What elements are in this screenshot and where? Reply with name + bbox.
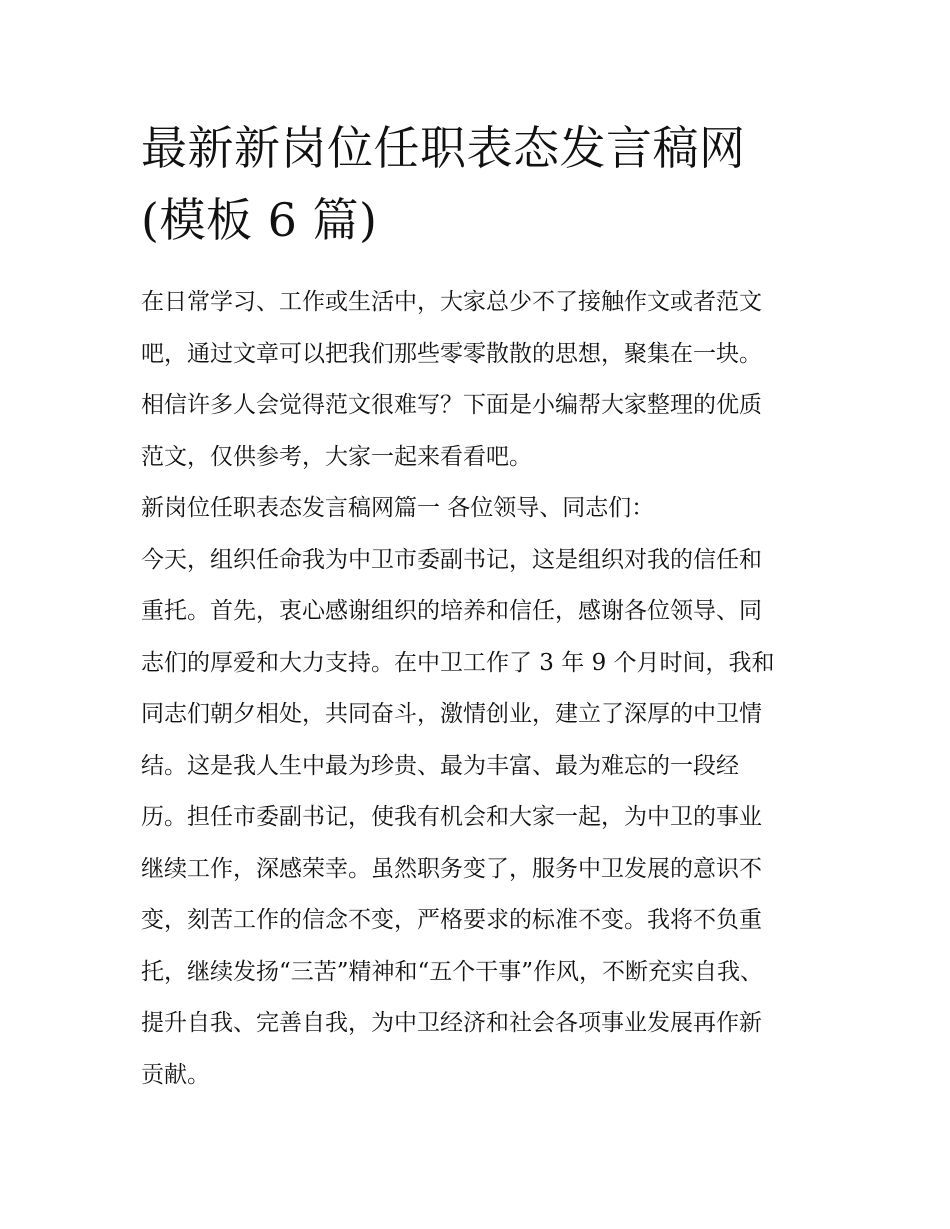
body-line: 重托。首先，衷心感谢组织的培养和信任，感谢各位领导、同 (141, 598, 762, 624)
body-line: 同志们朝夕相处，共同奋斗，激情创业，建立了深厚的中卫情 (141, 701, 762, 727)
body-line: 提升自我、完善自我，为中卫经济和社会各项事业发展再作新 (141, 1010, 762, 1036)
body-line: 继续工作，深感荣幸。虽然职务变了，服务中卫发展的意识不 (141, 855, 762, 882)
title-line: (模板 6 篇) (141, 193, 378, 247)
body-line: 志们的厚爱和大力支持。在中卫工作了 3 年 9 个月时间，我和 (141, 649, 775, 676)
body-line: 今天，组织任命我为中卫市委副书记，这是组织对我的信任和 (141, 546, 762, 573)
body-line: 贡献。 (141, 1061, 210, 1088)
body-line: 结。这是我人生中最为珍贵、最为丰富、最为难忘的一段经 (141, 752, 739, 779)
document-body (141, 277, 821, 1101)
body-line: 范文，仅供参考，大家一起来看看吧。 (141, 443, 532, 470)
title-line: 最新新岗位任职表态发言稿网 (141, 121, 746, 175)
body-line: 历。担任市委副书记，使我有机会和大家一起，为中卫的事业 (141, 804, 762, 830)
body-line: 托，继续发扬“三苦”精神和“五个干事”作风，不断充实自我、 (141, 958, 764, 985)
body-line: 变，刻苦工作的信念不变，严格要求的标准不变。我将不负重 (141, 907, 762, 933)
section-heading-line: 新岗位任职表态发言稿网篇一 各位领导、同志们： (141, 495, 655, 521)
body-line: 在日常学习、工作或生活中，大家总少不了接触作文或者范文 (141, 289, 762, 315)
body-line: 相信许多人会觉得范文很难写？下面是小编帮大家整理的优质 (141, 392, 762, 418)
document-title (141, 112, 821, 256)
body-line: 吧，通过文章可以把我们那些零零散散的思想，聚集在一块。 (141, 340, 762, 367)
